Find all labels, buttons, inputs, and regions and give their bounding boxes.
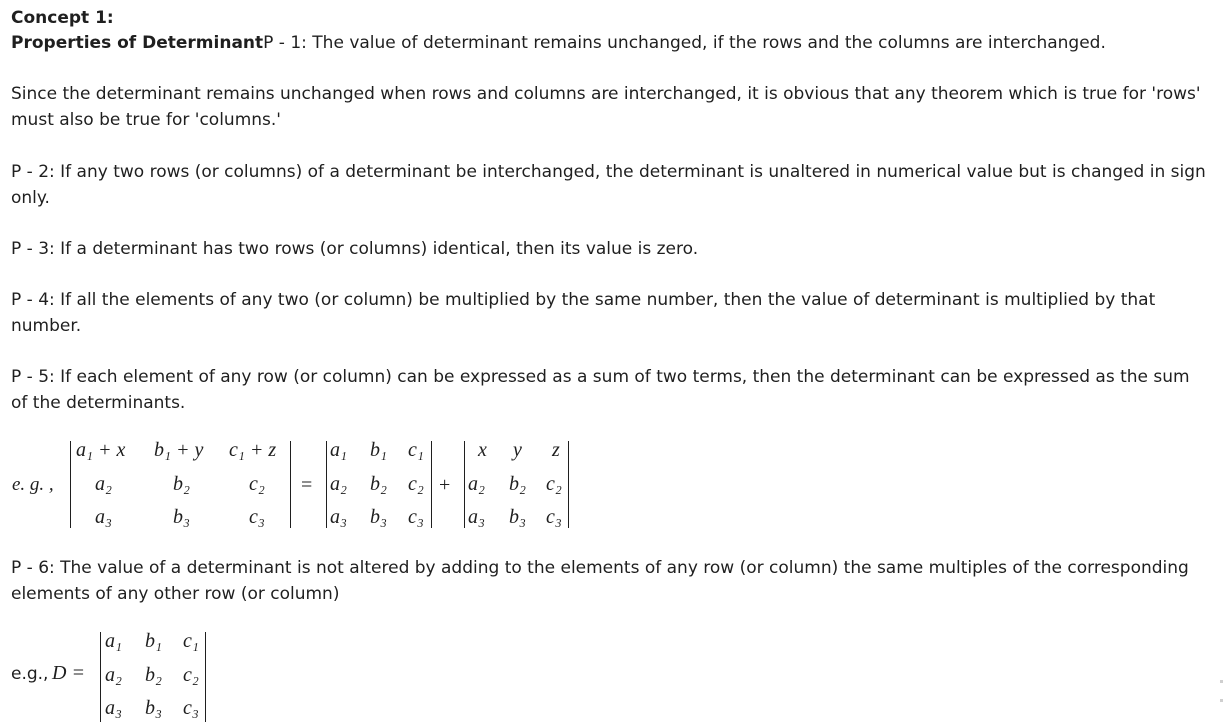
determinant-bar-right	[568, 441, 569, 528]
matrix-entry: z	[552, 439, 560, 461]
matrix-entry: b₃	[509, 506, 526, 528]
matrix-entry: c₃	[249, 506, 265, 528]
matrix-entry: c₁	[183, 630, 199, 652]
matrix-entry: c₂	[408, 473, 424, 495]
matrix-entry: b₂	[145, 664, 162, 686]
matrix-entry: a₁	[105, 630, 122, 652]
matrix-entry: b₂	[370, 473, 387, 495]
property-1	[11, 30, 1211, 56]
matrix-entry: a₁ + x	[76, 439, 126, 461]
property-6: P - 6: The value of a determinant is not altered by adding to the elements of any row (or column) the same multiples of the corresponding elements of any other row (or column)	[11, 558, 1189, 604]
matrix-entry: b₁ + y	[154, 439, 204, 461]
property-4: P - 4: If all the elements of any two (or column) be multiplied by the same number, then the value of determinant is multiplied by that number.	[11, 290, 1156, 336]
matrix-entry: a₃	[105, 697, 122, 719]
scroll-indicator[interactable]	[1220, 680, 1223, 720]
matrix-entry: a₂	[330, 473, 347, 495]
property-1-note: Since the determinant remains unchanged when rows and columns are interchanged, it is obvious that any theorem which is true for 'rows' must also be true for 'columns.'	[11, 84, 1201, 130]
property-3: P - 3: If a determinant has two rows (or columns) identical, then its value is zero.	[11, 239, 699, 259]
concept-title: Concept 1:	[11, 8, 114, 28]
matrix-entry: c₂	[546, 473, 562, 495]
plus-sign: +	[439, 474, 451, 496]
matrix-entry: a₃	[330, 506, 347, 528]
matrix-entry: a₃	[468, 506, 485, 528]
determinant-bar-right	[205, 632, 206, 722]
property-1-text: P - 1: The value of determinant remains unchanged, if the rows and the columns are interchanged.	[263, 33, 1106, 53]
determinant-bar-left	[100, 632, 101, 722]
property-2: P - 2: If any two rows (or columns) of a determinant be interchanged, the determinant is unaltered in numerical value but is changed in sign only.	[11, 162, 1206, 208]
matrix-entry: b₂	[509, 473, 526, 495]
matrix-entry: b₃	[173, 506, 190, 528]
matrix-entry: c₁	[408, 439, 424, 461]
determinant-bar-right	[290, 441, 291, 528]
matrix-entry: b₂	[173, 473, 190, 495]
matrix-entry: b₁	[370, 439, 387, 461]
matrix-entry: a₂	[468, 473, 485, 495]
section-title: Properties of Determinant	[11, 33, 264, 53]
property-5: P - 5: If each element of any row (or column) can be expressed as a sum of two terms, then the determinant can be expressed as the sum of the determinants.	[11, 367, 1190, 413]
equals-sign: =	[301, 474, 313, 496]
matrix-entry: y	[513, 439, 522, 461]
matrix-entry: c₃	[408, 506, 424, 528]
matrix-entry: x	[478, 439, 487, 461]
example-1-prefix: e. g. ,	[12, 474, 54, 495]
matrix-entry: c₂	[183, 664, 199, 686]
matrix-entry: a₂	[95, 473, 112, 495]
matrix-entry: b₃	[370, 506, 387, 528]
determinant-bar-right	[431, 441, 432, 528]
example-2-prefix: e.g.,	[11, 664, 49, 684]
determinant-bar-left	[70, 441, 71, 528]
matrix-entry: c₃	[546, 506, 562, 528]
matrix-entry: b₃	[145, 697, 162, 719]
matrix-entry: a₃	[95, 506, 112, 528]
matrix-entry: b₁	[145, 630, 162, 652]
determinant-bar-left	[326, 441, 327, 528]
matrix-entry: a₂	[105, 664, 122, 686]
determinant-bar-left	[464, 441, 465, 528]
matrix-entry: a₁	[330, 439, 347, 461]
matrix-entry: c₃	[183, 697, 199, 719]
matrix-entry: c₁ + z	[229, 439, 277, 461]
example-2-lhs: D =	[52, 662, 85, 684]
matrix-entry: c₂	[249, 473, 265, 495]
